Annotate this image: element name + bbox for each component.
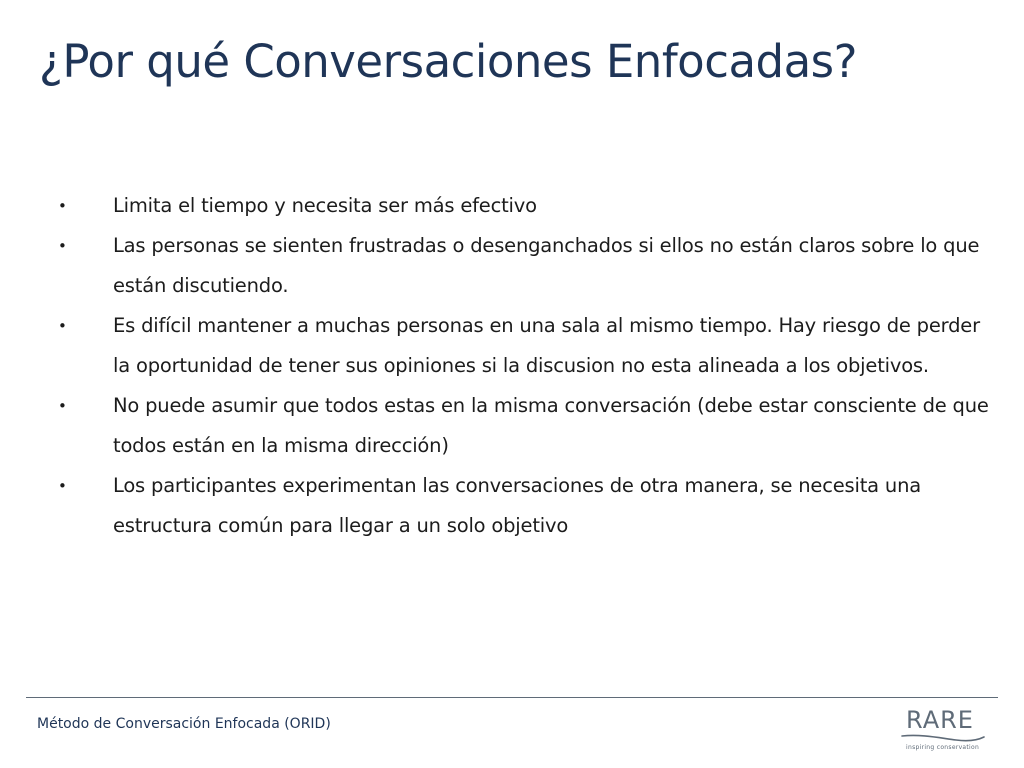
- bullet-text: Es difícil mantener a muchas personas en una sala al mismo tiempo. Hay riesgo de perder la oportunidad de tener sus opiniones si la discusion no esta alineada a los objetivos.: [113, 314, 980, 377]
- bullet-item: [58, 186, 998, 226]
- bullet-text: Los participantes experimentan las conversaciones de otra manera, se necesita una estructura común para llegar a un solo objetivo: [113, 474, 921, 537]
- logo-swoosh-icon: [900, 732, 986, 744]
- logo-wordmark: RARE: [906, 706, 974, 734]
- bullet-item: [58, 386, 998, 466]
- bullet-list: [58, 186, 998, 546]
- bullet-item: [58, 306, 998, 386]
- bullet-text: Las personas se sienten frustradas o desenganchados si ellos no están claros sobre lo que están discutiendo.: [113, 234, 980, 297]
- bullet-icon: •: [58, 317, 67, 335]
- bullet-item: [58, 466, 998, 546]
- bullet-icon: •: [58, 397, 67, 415]
- bullet-icon: •: [58, 237, 67, 255]
- bullet-text: Limita el tiempo y necesita ser más efectivo: [113, 194, 537, 217]
- rare-logo: [896, 706, 988, 756]
- bullet-item: [58, 226, 998, 306]
- footer-caption: Método de Conversación Enfocada (ORID): [37, 716, 331, 732]
- bullet-icon: •: [58, 477, 67, 495]
- footer-divider: [26, 697, 998, 698]
- bullet-icon: •: [58, 197, 67, 215]
- bullet-text: No puede asumir que todos estas en la misma conversación (debe estar consciente de que todos están en la misma dirección): [113, 394, 989, 457]
- slide-title: ¿Por qué Conversaciones Enfocadas?: [39, 35, 857, 88]
- logo-tagline: inspiring conservation: [906, 744, 980, 751]
